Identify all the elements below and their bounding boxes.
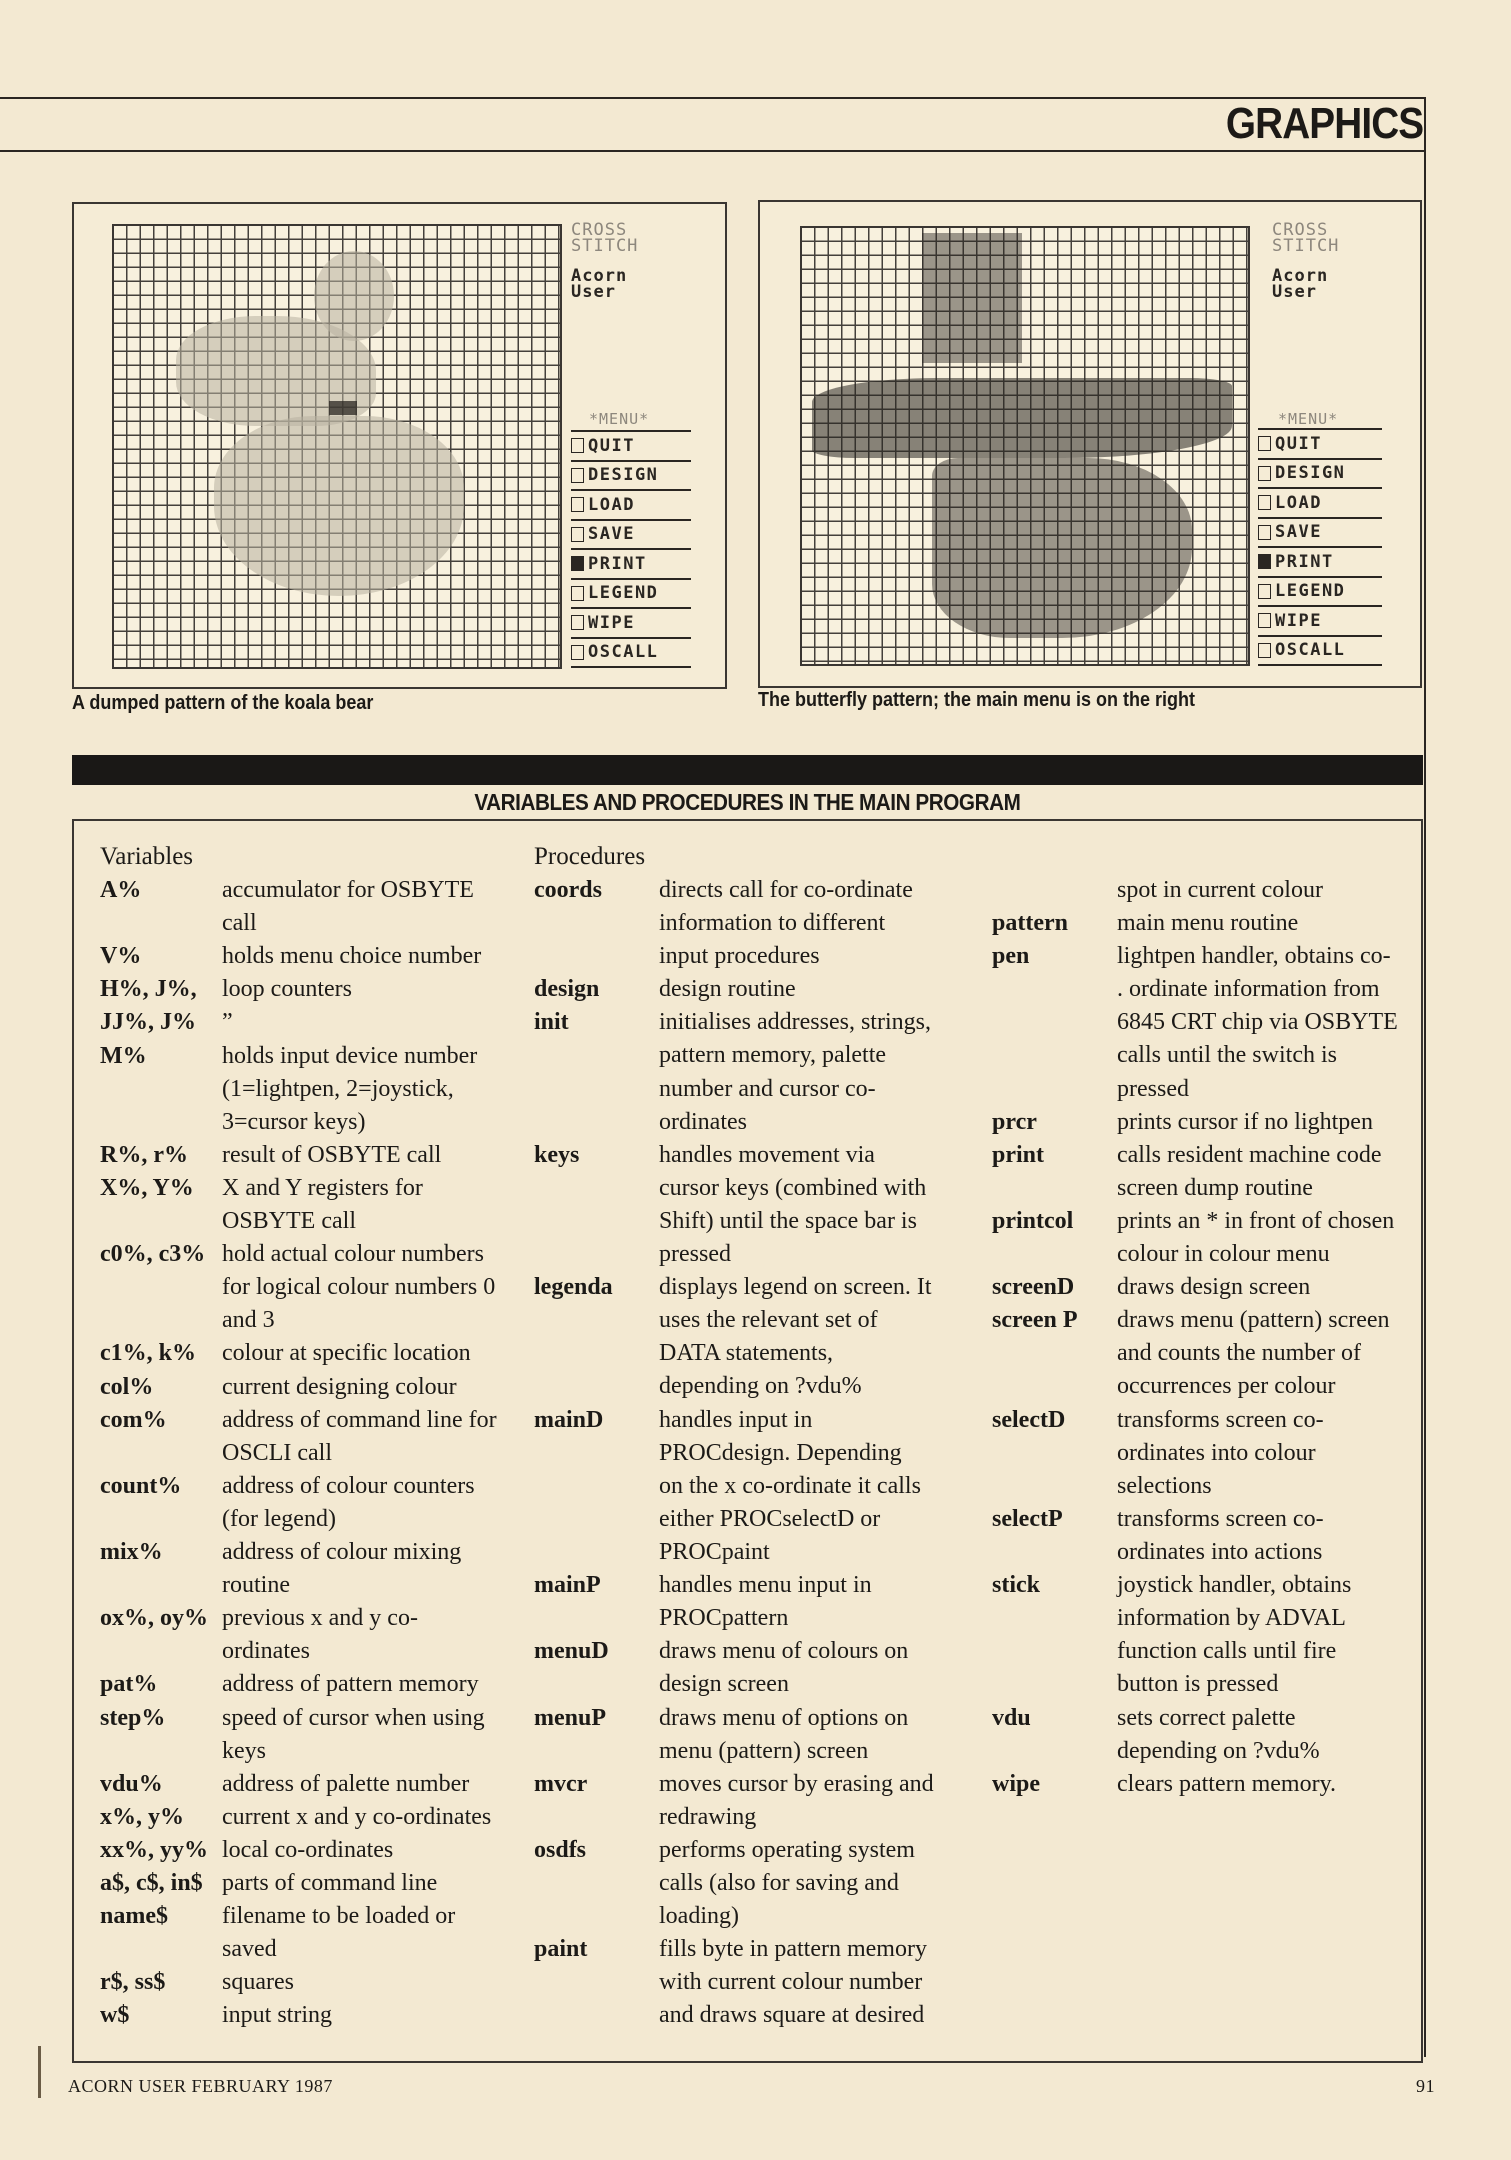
entry-definition-line: either PROCselectD or	[659, 1505, 881, 1532]
entry-definition-line: cursor keys (combined with	[659, 1174, 927, 1201]
entry-name: wipe	[992, 1770, 1040, 1797]
entry-name: c0%, c3%	[100, 1241, 206, 1268]
entry-definition-line: pressed	[1117, 1075, 1189, 1102]
entry-definition-line: handles menu input in	[659, 1572, 872, 1599]
entry-definition-line: screen dump routine	[1117, 1174, 1313, 1201]
entry-name: H%, J%,	[100, 976, 197, 1003]
entry-definition-line: X and Y registers for	[222, 1174, 423, 1201]
entry-definition-line: parts of command line	[222, 1870, 438, 1896]
menu-heading: *MENU*	[589, 410, 650, 428]
table-title-bar	[72, 755, 1423, 785]
entry-definition-line: draws menu (pattern) screen	[1117, 1307, 1390, 1334]
menu-item-oscall[interactable]: OSCALL	[571, 639, 691, 669]
entry-definition-line: information by ADVAL	[1117, 1605, 1346, 1632]
entry-definition-line: ordinates	[659, 1108, 747, 1135]
entry-name: pattern	[992, 910, 1068, 937]
entry-name: mvcr	[534, 1770, 588, 1797]
entry-name: step%	[100, 1704, 166, 1731]
entry-definition-line: and 3	[222, 1307, 275, 1334]
entry-definition-line: and draws square at desired	[659, 2002, 925, 2029]
entry-definition-line: handles input in	[659, 1406, 813, 1433]
entry-definition-line: moves cursor by erasing and	[659, 1770, 934, 1797]
entry-definition-line: draws menu of colours on	[659, 1638, 909, 1665]
entry-definition-line: holds input device number	[222, 1042, 478, 1069]
entry-definition-line: input string	[222, 2002, 333, 2029]
entry-definition-line: calls (also for saving and	[659, 1869, 899, 1896]
entry-name: name$	[100, 1903, 168, 1930]
entry-definition-line: saved	[222, 1936, 277, 1963]
entry-name: stick	[992, 1572, 1040, 1599]
entry-definition-line: loading)	[659, 1903, 739, 1930]
entry-definition-line: Shift) until the space bar is	[659, 1207, 917, 1234]
entry-definition-line: ordinates into colour	[1117, 1439, 1316, 1466]
menu-item-load[interactable]: LOAD	[1258, 489, 1382, 519]
entry-definition-line: clears pattern memory.	[1117, 1770, 1337, 1797]
entry-definition-line: joystick handler, obtains	[1117, 1572, 1352, 1599]
entry-name: x%, y%	[100, 1803, 184, 1830]
entry-definition-line: and counts the number of	[1117, 1340, 1361, 1367]
menu-item-quit[interactable]: QUIT	[571, 432, 691, 462]
entry-name: ox%, oy%	[100, 1605, 208, 1632]
entry-definition-line: handles movement via	[659, 1141, 875, 1168]
entry-definition-line: depending on ?vdu%	[1117, 1737, 1320, 1764]
entry-definition-line: colour in colour menu	[1117, 1241, 1330, 1268]
checkbox-icon	[571, 556, 584, 571]
entry-definition-line: speed of cursor when using	[222, 1704, 485, 1731]
entry-definition-line: input procedures	[659, 943, 820, 970]
menu-item-save[interactable]: SAVE	[571, 521, 691, 551]
entry-name: menuP	[534, 1704, 606, 1731]
entry-name: print	[992, 1141, 1045, 1168]
entry-name: screen P	[992, 1307, 1078, 1334]
entry-definition-line: prints cursor if no lightpen	[1117, 1108, 1373, 1135]
entry-definition-line: address of colour mixing	[222, 1539, 462, 1565]
entry-name: prcr	[992, 1108, 1037, 1135]
entry-name: A%	[100, 877, 142, 903]
entry-definition-line: squares	[222, 1969, 294, 1996]
koala-pattern-ear	[314, 251, 394, 341]
entry-definition-line: address of colour counters	[222, 1472, 475, 1499]
footer-mark	[38, 2046, 41, 2098]
entry-name: paint	[534, 1936, 588, 1963]
menu-item-wipe[interactable]: WIPE	[1258, 607, 1382, 637]
figure-caption-koala: A dumped pattern of the koala bear	[72, 692, 374, 714]
footer-publication: ACORN USER FEBRUARY 1987	[68, 2076, 333, 2096]
section-title: GRAPHICS	[1225, 99, 1423, 148]
menu-heading: *MENU*	[1278, 410, 1339, 428]
menu-list	[571, 430, 691, 668]
entry-definition-line: loop counters	[222, 976, 352, 1003]
entry-name: c1%, k%	[100, 1340, 196, 1367]
checkbox-icon	[1258, 554, 1271, 569]
entry-name: vdu%	[100, 1770, 163, 1797]
page-number: 91	[1416, 2076, 1435, 2096]
koala-menu-panel	[571, 222, 691, 668]
koala-pattern-nose	[329, 401, 357, 415]
entry-definition-line: holds menu choice number	[222, 943, 482, 970]
menu-item-save[interactable]: SAVE	[1258, 519, 1382, 549]
table-title: VARIABLES AND PROCEDURES IN THE MAIN PROGRAM	[474, 789, 1021, 815]
entry-name: selectD	[992, 1406, 1066, 1433]
butterfly-pattern-lower	[932, 458, 1192, 638]
variables-list	[100, 874, 520, 2044]
entry-definition-line: PROCpattern	[659, 1605, 789, 1632]
entry-name: screenD	[992, 1274, 1075, 1301]
entry-definition-line: PROCpaint	[659, 1538, 770, 1565]
entry-definition-line: local co-ordinates	[222, 1836, 394, 1863]
entry-name: com%	[100, 1406, 167, 1433]
butterfly-pattern	[922, 233, 1022, 363]
entry-name: mainP	[534, 1572, 601, 1599]
entry-definition-line: draws design screen	[1117, 1274, 1311, 1301]
entry-name: selectP	[992, 1505, 1063, 1532]
entry-definition-line: uses the relevant set of	[659, 1307, 878, 1334]
entry-name: a$, c$, in$	[100, 1870, 203, 1896]
procedures-list-1	[534, 874, 974, 2044]
menu-logo: CROSS STITCH	[571, 220, 639, 256]
entry-definition-line: information to different	[659, 910, 886, 937]
menu-item-wipe[interactable]: WIPE	[571, 609, 691, 639]
checkbox-icon	[1258, 525, 1271, 540]
entry-name: pat%	[100, 1671, 158, 1698]
entry-name: JJ%, J%	[100, 1009, 196, 1036]
entry-definition-line: routine	[222, 1572, 290, 1599]
entry-name: osdfs	[534, 1836, 587, 1863]
entry-definition-line: lightpen handler, obtains co-	[1117, 943, 1391, 970]
menu-item-oscall[interactable]: OSCALL	[1258, 637, 1382, 667]
entry-definition-line: occurrences per colour	[1117, 1373, 1336, 1400]
menu-item-design[interactable]: DESIGN	[1258, 460, 1382, 490]
entry-definition-line: OSBYTE call	[222, 1207, 356, 1234]
entry-name: r$, ss$	[100, 1969, 166, 1996]
checkbox-icon	[1258, 643, 1271, 658]
entry-definition-line: address of command line for	[222, 1406, 497, 1433]
figure-butterfly	[758, 200, 1422, 688]
entry-name: keys	[534, 1141, 580, 1168]
checkbox-icon	[571, 468, 584, 483]
variables-heading: Variables	[100, 843, 194, 870]
entry-definition-line: pattern memory, palette	[659, 1042, 887, 1069]
entry-definition-line: depending on ?vdu%	[659, 1373, 862, 1400]
entry-name: design	[534, 976, 600, 1003]
entry-definition-line: button is pressed	[1117, 1671, 1279, 1698]
entry-definition-line: for logical colour numbers 0	[222, 1274, 496, 1301]
entry-definition-line: keys	[222, 1737, 266, 1764]
entry-definition-line: result of OSBYTE call	[222, 1141, 442, 1168]
koala-pattern-grid	[112, 224, 562, 669]
entry-definition-line: on the x co-ordinate it calls	[659, 1472, 921, 1499]
entry-definition-line: 6845 CRT chip via OSBYTE	[1117, 1009, 1398, 1036]
entry-definition-line: ”	[222, 1009, 233, 1036]
entry-name: X%, Y%	[100, 1174, 194, 1201]
entry-definition-line: main menu routine	[1117, 910, 1299, 937]
entry-definition-line: 3=cursor keys)	[222, 1108, 366, 1135]
entry-definition-line: ordinates into actions	[1117, 1538, 1323, 1565]
checkbox-icon	[1258, 436, 1271, 451]
entry-definition-line: prints an * in front of chosen	[1117, 1208, 1395, 1234]
entry-definition-line: DATA statements,	[659, 1340, 834, 1367]
checkbox-icon	[1258, 495, 1271, 510]
top-rule	[0, 97, 1424, 99]
entry-name: init	[534, 1009, 569, 1036]
entry-definition-line: PROCdesign. Depending	[659, 1439, 902, 1466]
entry-definition-line: draws menu of options on	[659, 1704, 909, 1731]
entry-definition-line: (1=lightpen, 2=joystick,	[222, 1075, 454, 1102]
butterfly-menu-panel	[1258, 222, 1382, 666]
checkbox-icon	[571, 497, 584, 512]
entry-definition-line: filename to be loaded or	[222, 1903, 456, 1930]
entry-name: count%	[100, 1472, 182, 1499]
entry-definition-line: menu (pattern) screen	[659, 1737, 869, 1764]
koala-pattern-body	[214, 416, 464, 596]
menu-item-print[interactable]: PRINT	[571, 550, 691, 580]
menu-logo-sub: Acorn User	[571, 266, 628, 302]
entry-definition-line: redrawing	[659, 1803, 757, 1830]
page-right-rule	[1424, 97, 1426, 2057]
entry-definition-line: pressed	[659, 1241, 731, 1268]
entry-definition-line: fills byte in pattern memory	[659, 1936, 927, 1963]
procedures-list-2	[992, 874, 1412, 2044]
menu-item-design[interactable]: DESIGN	[571, 462, 691, 492]
entry-definition-line: current designing colour	[222, 1373, 457, 1400]
menu-item-legend[interactable]: LEGEND	[1258, 578, 1382, 608]
menu-item-quit[interactable]: QUIT	[1258, 430, 1382, 460]
entry-name: R%, r%	[100, 1141, 188, 1168]
entry-definition-line: current x and y co-ordinates	[222, 1803, 492, 1830]
menu-item-legend[interactable]: LEGEND	[571, 580, 691, 610]
menu-logo-sub: Acorn User	[1272, 266, 1329, 302]
entry-definition-line: initialises addresses, strings,	[659, 1009, 931, 1036]
entry-definition-line: transforms screen co-	[1117, 1505, 1324, 1532]
entry-definition-line: address of pattern memory	[222, 1671, 479, 1698]
entry-definition-line: design routine	[659, 976, 796, 1003]
procedures-heading: Procedures	[534, 843, 646, 870]
entry-definition-line: OSCLI call	[222, 1439, 332, 1466]
menu-item-print[interactable]: PRINT	[1258, 548, 1382, 578]
entry-definition-line: transforms screen co-	[1117, 1406, 1324, 1433]
entry-definition-line: selections	[1117, 1472, 1212, 1499]
entry-definition-line: displays legend on screen. It	[659, 1274, 932, 1301]
header-rule	[0, 150, 1424, 152]
entry-definition-line: previous x and y co-	[222, 1605, 418, 1632]
entry-name: coords	[534, 877, 602, 903]
entry-name: vdu	[992, 1704, 1031, 1731]
entry-name: M%	[100, 1042, 147, 1069]
entry-definition-line: sets correct palette	[1117, 1704, 1296, 1731]
entry-definition-line: hold actual colour numbers	[222, 1241, 484, 1268]
entry-definition-line: function calls until fire	[1117, 1638, 1337, 1665]
entry-definition-line: . ordinate information from	[1117, 976, 1380, 1003]
checkbox-icon	[571, 615, 584, 630]
menu-item-load[interactable]: LOAD	[571, 491, 691, 521]
checkbox-icon	[571, 586, 584, 601]
entry-name: w$	[100, 2002, 130, 2029]
checkbox-icon	[571, 527, 584, 542]
entry-definition-line: calls resident machine code	[1117, 1141, 1382, 1168]
entry-definition-line: (for legend)	[222, 1505, 336, 1532]
entry-name: mix%	[100, 1539, 163, 1565]
entry-definition-line: calls until the switch is	[1117, 1042, 1337, 1069]
menu-logo: CROSS STITCH	[1272, 220, 1340, 256]
entry-definition-line: number and cursor co-	[659, 1075, 876, 1102]
entry-name: V%	[100, 943, 142, 970]
figure-koala	[72, 202, 727, 689]
entry-name: legenda	[534, 1274, 613, 1301]
entry-name: col%	[100, 1373, 154, 1400]
entry-definition-line: colour at specific location	[222, 1340, 471, 1367]
entry-name: printcol	[992, 1208, 1074, 1234]
menu-list	[1258, 428, 1382, 666]
butterfly-pattern-grid	[800, 226, 1250, 666]
entry-name: xx%, yy%	[100, 1836, 208, 1863]
entry-definition-line: directs call for co-ordinate	[659, 877, 913, 903]
entry-definition-line: spot in current colour	[1117, 877, 1323, 903]
figure-caption-butterfly: The butterfly pattern; the main menu is on the right	[758, 689, 1196, 711]
entry-definition-line: call	[222, 910, 257, 937]
checkbox-icon	[1258, 584, 1271, 599]
checkbox-icon	[571, 438, 584, 453]
entry-name: pen	[992, 943, 1030, 970]
entry-definition-line: design screen	[659, 1671, 789, 1698]
entry-definition-line: with current colour number	[659, 1969, 923, 1996]
entry-definition-line: performs operating system	[659, 1836, 915, 1863]
checkbox-icon	[571, 645, 584, 660]
checkbox-icon	[1258, 466, 1271, 481]
entry-definition-line: accumulator for OSBYTE	[222, 877, 474, 903]
entry-name: mainD	[534, 1406, 604, 1433]
entry-definition-line: ordinates	[222, 1638, 310, 1665]
checkbox-icon	[1258, 613, 1271, 628]
entry-definition-line: address of palette number	[222, 1770, 470, 1797]
entry-name: menuD	[534, 1638, 609, 1665]
butterfly-pattern-wing	[812, 378, 1232, 458]
